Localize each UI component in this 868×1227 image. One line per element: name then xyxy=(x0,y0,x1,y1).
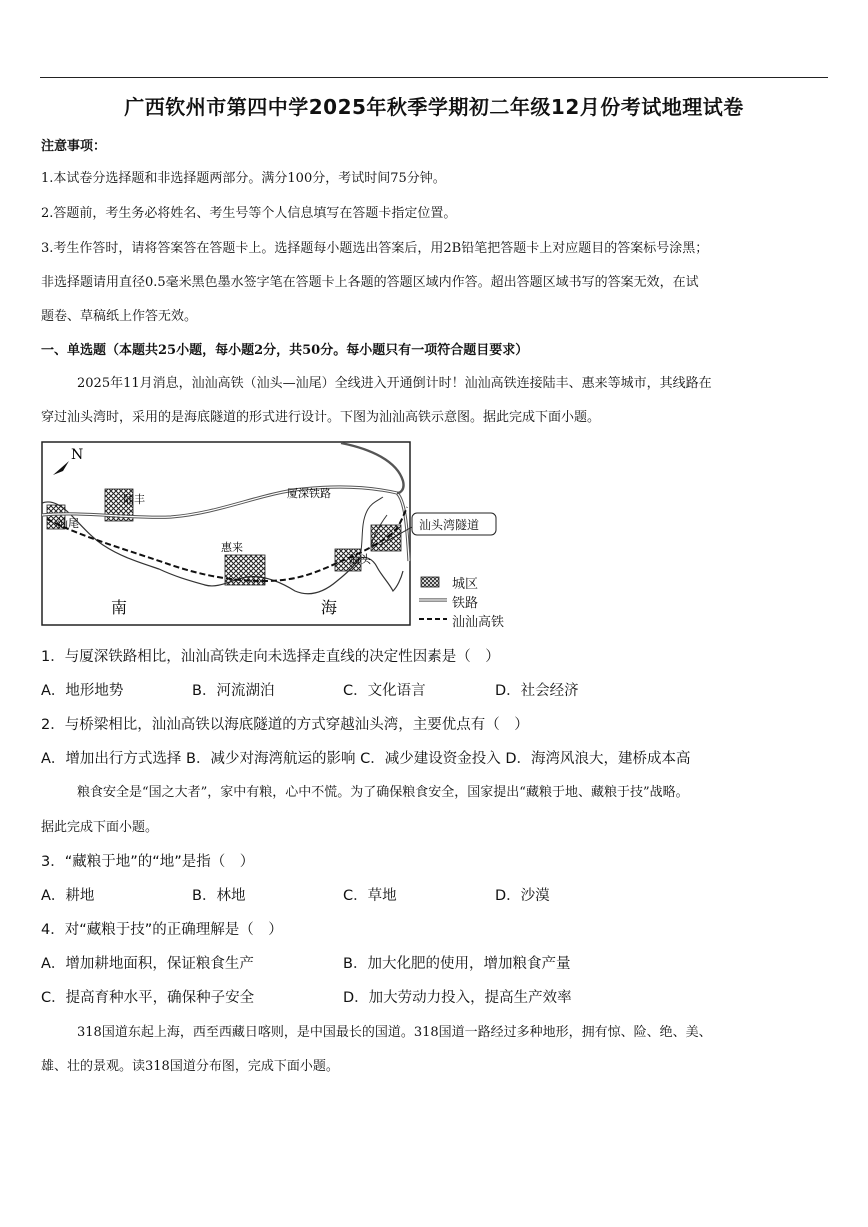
q4-option-a: A．增加耕地面积，保证粮食生产 xyxy=(41,956,254,972)
label-shantou: 汕头 xyxy=(349,553,371,566)
passage-3-line-2: 雄、壮的景观。读318国道分布图，完成下面小题。 xyxy=(41,1059,339,1074)
notice-item-3-line-1: 3.考生作答时，请将答案答在答题卡上。选择题每小题选出答案后，用2B铅笔把答题卡上对应题目的答案标号涂黑； xyxy=(41,241,709,256)
q3-option-a: A．耕地 xyxy=(41,888,95,904)
north-label: N xyxy=(71,447,84,463)
tunnel-label: 汕头湾隧道 xyxy=(419,518,480,532)
passage-1-line-1: 2025年11月消息，汕汕高铁（汕头—汕尾）全线进入开通倒计时！汕汕高铁连接陆丰、惠来等城市，其线路在 xyxy=(77,376,712,391)
q1-option-d: D．社会经济 xyxy=(495,683,579,699)
map-frame xyxy=(42,442,410,625)
label-sea-left: 南 xyxy=(111,598,128,617)
notice-item-3-line-2: 非选择题请用直径0.5毫米黑色墨水签字笔在答题卡上各题的答题区域内作答。超出答题区域书写的答案无效，在试 xyxy=(41,275,699,290)
passage-1-line-2: 穿过汕头湾时，采用的是海底隧道的形式进行设计。下图为汕汕高铁示意图。据此完成下面小题。 xyxy=(41,410,601,425)
q1-option-b: B．河流湖泊 xyxy=(192,683,275,699)
shanshan-hsr-map xyxy=(41,441,411,626)
passage-3-line-1: 318国道东起上海，西至西藏日喀则，是中国最长的国道。318国道一路经过多种地形，拥有惊、险、绝、美、 xyxy=(77,1025,712,1040)
header-rule xyxy=(40,77,828,78)
q1-option-a: A．地形地势 xyxy=(41,683,124,699)
section-1-heading: 一、单选题（本题共25小题，每小题2分，共50分。每小题只有一项符合题目要求） xyxy=(41,343,529,358)
label-xiashen: 厦深铁路 xyxy=(287,487,331,500)
q1-stem: 1．与厦深铁路相比，汕汕高铁走向未选择走直线的决定性因素是（ ） xyxy=(41,649,500,665)
q4-option-c: C．提高育种水平，确保种子安全 xyxy=(41,990,255,1006)
legend-railway: 铁路 xyxy=(452,596,479,611)
q1-option-c: C．文化语言 xyxy=(343,683,426,699)
map-legend-symbols xyxy=(419,575,449,627)
q2-options: A．增加出行方式选择 B．减少对海湾航运的影响 C．减少建设资金投入 D．海湾风浪大，建桥成本高 xyxy=(41,751,691,767)
label-huilai: 惠来 xyxy=(221,541,243,554)
q3-option-d: D．沙漠 xyxy=(495,888,550,904)
notice-item-3-line-3: 题卷、草稿纸上作答无效。 xyxy=(41,309,198,324)
q3-option-c: C．草地 xyxy=(343,888,397,904)
label-sea-right: 海 xyxy=(321,598,338,617)
notice-item-1: 1.本试卷分选择题和非选择题两部分。满分100分，考试时间75分钟。 xyxy=(41,171,446,186)
q3-stem: 3．“藏粮于地”的“地”是指（ ） xyxy=(41,854,255,870)
legend-hsr: 汕汕高铁 xyxy=(452,615,505,630)
label-lufeng: 陆丰 xyxy=(123,493,145,506)
q2-stem: 2．与桥梁相比，汕汕高铁以海底隧道的方式穿越汕头湾，主要优点有（ ） xyxy=(41,717,529,733)
passage-2-line-2: 据此完成下面小题。 xyxy=(41,820,159,835)
q4-stem: 4．对“藏粮于技”的正确理解是（ ） xyxy=(41,922,283,938)
q4-option-d: D．加大劳动力投入，提高生产效率 xyxy=(343,990,572,1006)
notice-heading: 注意事项： xyxy=(41,139,107,154)
label-shanwei: 汕尾 xyxy=(57,517,79,530)
q4-option-b: B．加大化肥的使用，增加粮食产量 xyxy=(343,956,571,972)
page-title: 广西钦州市第四中学2025年秋季学期初二年级12月份考试地理试卷 xyxy=(124,95,744,119)
passage-2-line-1: 粮食安全是“国之大者”，家中有粮，心中不慌。为了确保粮食安全，国家提出“藏粮于地、藏粮于技”战略。 xyxy=(77,785,689,800)
notice-item-2: 2.答题前，考生务必将姓名、考生号等个人信息填写在答题卡指定位置。 xyxy=(41,206,457,221)
q3-option-b: B．林地 xyxy=(192,888,246,904)
legend-urban: 城区 xyxy=(452,577,479,592)
